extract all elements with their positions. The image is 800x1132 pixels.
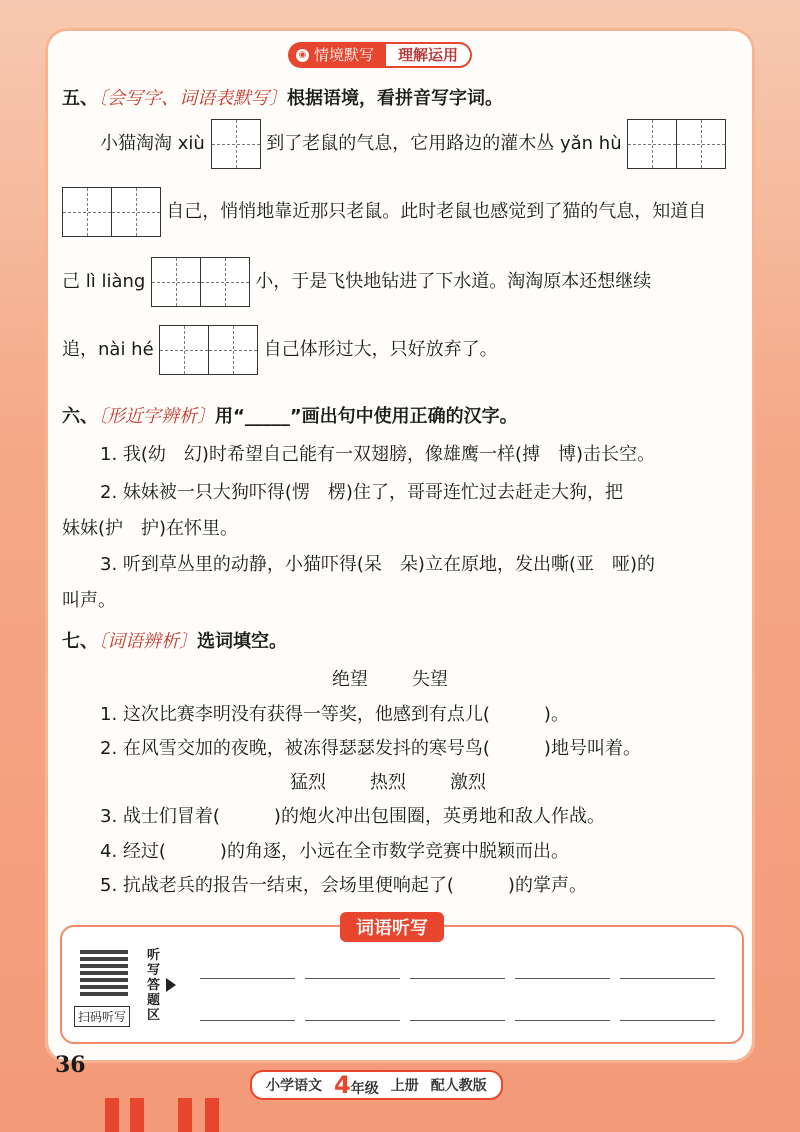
dictation-blank[interactable] xyxy=(200,1020,295,1021)
answer-grid[interactable] xyxy=(211,119,261,169)
decor-stripe xyxy=(105,1098,119,1132)
section7-heading: 七、〔词语辨析〕选词填空。 xyxy=(62,631,287,652)
answer-grid[interactable] xyxy=(208,325,258,375)
answer-grid[interactable] xyxy=(62,187,112,237)
qr-label: 扫码听写 xyxy=(74,1006,130,1027)
dictation-box xyxy=(60,925,744,1044)
decor-stripe xyxy=(205,1098,219,1132)
badge-left-label: 情境默写 xyxy=(314,46,375,64)
section6-item: 2. 妹妹被一只大狗吓得(愣 楞)住了，哥哥连忙过去赶走大狗，把 xyxy=(100,482,623,503)
answer-grid[interactable] xyxy=(151,257,201,307)
answer-grid[interactable] xyxy=(159,325,209,375)
section6-item: 1. 我(幼 幻)时希望自己能有一双翅膀，像雄鹰一样(搏 博)击长空。 xyxy=(100,444,655,465)
answer-area-label: 听写答题区 xyxy=(147,948,161,1023)
qr-code-icon[interactable] xyxy=(80,948,128,996)
dictation-blank[interactable] xyxy=(305,1020,400,1021)
dictation-blank[interactable] xyxy=(620,1020,715,1021)
section6-heading: 六、〔形近字辨析〕用“_____”画出句中使用正确的汉字。 xyxy=(62,406,518,427)
answer-grid[interactable] xyxy=(200,257,250,307)
section6-item: 叫声。 xyxy=(62,590,116,611)
section-badge xyxy=(288,42,472,68)
section7-item: 5. 抗战老兵的报告一结束，会场里便响起了( )的掌声。 xyxy=(100,875,587,896)
answer-grid[interactable] xyxy=(676,119,726,169)
book-footer: 小学语文 4年级 上册 配人教版 xyxy=(250,1070,503,1100)
section5-tag: 〔会写字、词语表默写〕 xyxy=(98,88,287,109)
worksheet-paper xyxy=(45,28,755,1063)
dictation-blank[interactable] xyxy=(200,978,295,979)
answer-grid[interactable] xyxy=(627,119,677,169)
arrow-right-icon xyxy=(166,978,176,992)
section5-line4: 追，nài hé 自己体形过大，只好放弃了。 xyxy=(62,325,498,375)
section5-line2: 自己，悄悄地靠近那只老鼠。此时老鼠也感觉到了猫的气息，知道自 xyxy=(62,187,706,237)
dictation-blank[interactable] xyxy=(410,978,505,979)
section6-item: 妹妹(护 护)在怀里。 xyxy=(62,518,239,539)
clock-icon: ◉ xyxy=(296,49,309,62)
section5-line1: 小猫淘淘 xiù 到了老鼠的气息，它用路边的灌木丛 yǎn hù xyxy=(100,119,726,169)
dictation-title: 词语听写 xyxy=(340,912,444,942)
section7-item: 1. 这次比赛李明没有获得一等奖，他感到有点儿( )。 xyxy=(100,704,569,725)
section5-title: 根据语境，看拼音写字词。 xyxy=(287,88,503,109)
dictation-blank[interactable] xyxy=(515,978,610,979)
section5-heading xyxy=(62,84,503,110)
word-choices-2: 猛烈 热烈 激烈 xyxy=(290,772,486,793)
page-number: 36 xyxy=(55,1052,86,1078)
section7-item: 2. 在风雪交加的夜晚，被冻得瑟瑟发抖的寒号鸟( )地号叫着。 xyxy=(100,738,641,759)
badge-right-label: 理解运用 xyxy=(386,42,472,68)
decor-stripe xyxy=(178,1098,192,1132)
dictation-blank[interactable] xyxy=(410,1020,505,1021)
dictation-blank[interactable] xyxy=(305,978,400,979)
section7-item: 3. 战士们冒着( )的炮火冲出包围圈，英勇地和敌人作战。 xyxy=(100,806,605,827)
section5-number: 五、 xyxy=(62,88,98,109)
dictation-blank[interactable] xyxy=(620,978,715,979)
section6-item: 3. 听到草丛里的动静，小猫吓得(呆 朵)立在原地，发出嘶(亚 哑)的 xyxy=(100,554,655,575)
badge-left xyxy=(288,42,386,68)
section5-line3: 己 lì liàng 小，于是飞快地钻进了下水道。淘淘原本还想继续 xyxy=(62,257,651,307)
word-choices-1: 绝望 失望 xyxy=(332,669,448,690)
dictation-blank[interactable] xyxy=(515,1020,610,1021)
section7-item: 4. 经过( )的角逐，小远在全市数学竞赛中脱颖而出。 xyxy=(100,841,569,862)
decor-stripe xyxy=(130,1098,144,1132)
answer-grid[interactable] xyxy=(111,187,161,237)
